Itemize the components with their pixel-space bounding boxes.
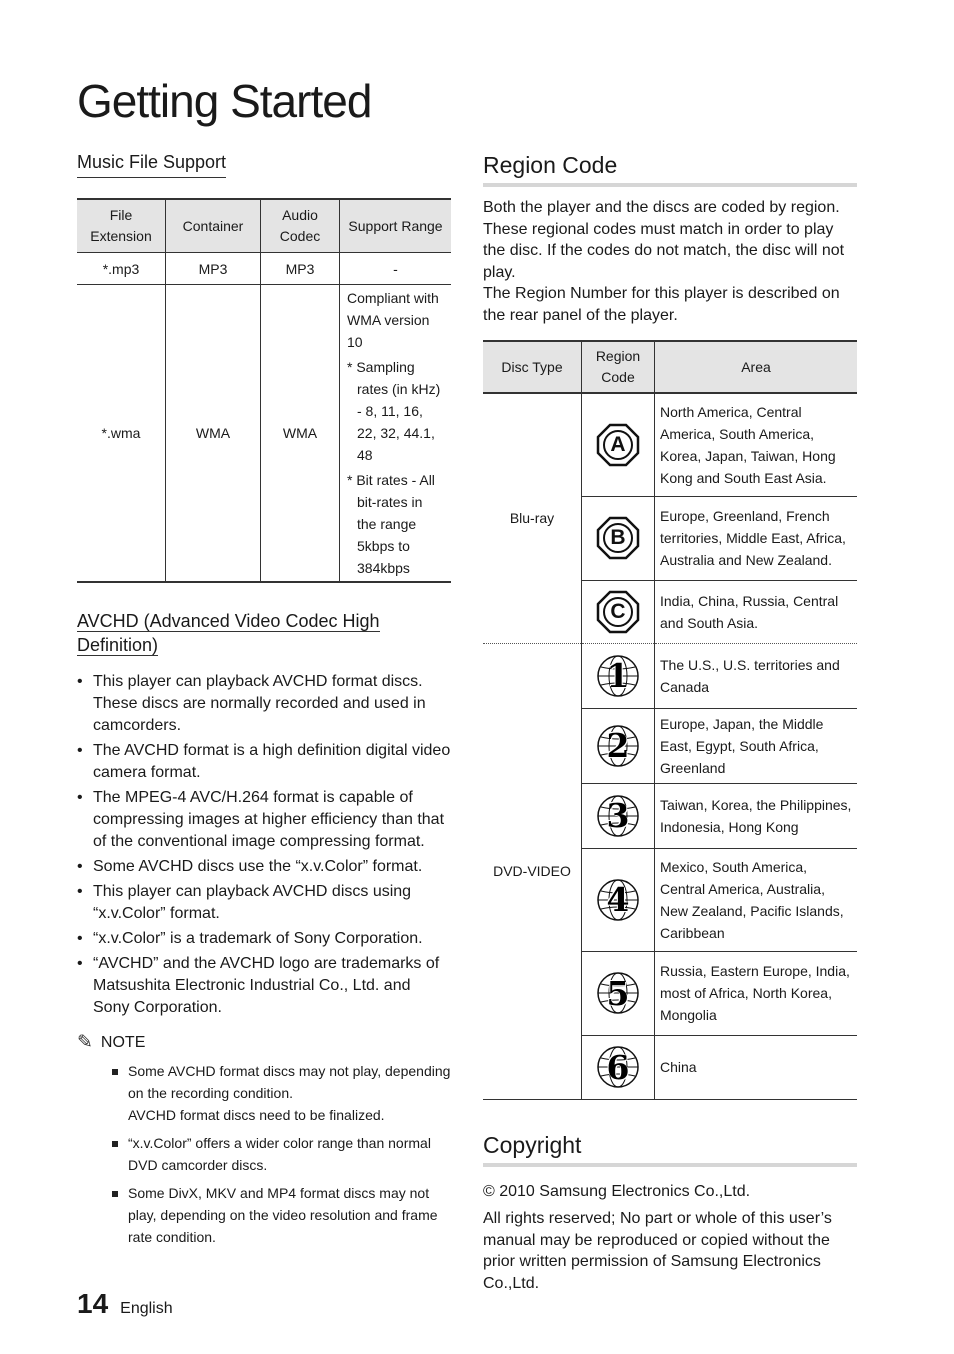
range-line: Compliant with WMA version 10: [347, 290, 439, 350]
region-intro-paragraph: Both the player and the discs are coded by region. These regional codes must match in order to play the disc. If the codes do not match, the disc will not play.: [483, 199, 845, 281]
cell-range: -: [340, 253, 452, 285]
area-cell: Russia, Eastern Europe, India, most of Africa, North Korea, Mongolia: [655, 951, 858, 1035]
region-code-cell: [582, 496, 655, 580]
list-item: • Some AVCHD discs use the “x.v.Color” format.: [77, 856, 451, 878]
header-disc-type: Disc Type: [483, 341, 582, 393]
music-file-support-table: [77, 198, 451, 583]
cell-container: WMA: [166, 285, 261, 583]
note-item: Some AVCHD format discs may not play, depending on the recording condition. AVCHD format discs need to be finalized.: [77, 1060, 451, 1126]
header-file-extension: File Extension: [77, 199, 166, 253]
table-row: [483, 393, 857, 496]
region-code-heading: Region Code: [483, 152, 857, 187]
cell-codec: MP3: [261, 253, 340, 285]
list-item: • The MPEG-4 AVC/H.264 format is capable of compressing images at higher efficiency than that of the conventional image compressing format.: [77, 787, 451, 853]
region-code-cell: [582, 708, 655, 783]
header-container: Container: [166, 199, 261, 253]
range-line: * Bit rates - All bit-rates in the range 5kbps to 384kbps: [347, 472, 435, 576]
cell-extension: *.mp3: [77, 253, 166, 285]
page-footer: [77, 1288, 173, 1320]
area-cell: Taiwan, Korea, the Philippines, Indonesia, Hong Kong: [655, 783, 858, 848]
cell-extension: *.wma: [101, 425, 141, 441]
note-item: Some DivX, MKV and MP4 format discs may not play, depending on the video resolution and frame rate condition.: [77, 1182, 451, 1248]
copyright-heading: Copyright: [483, 1132, 857, 1167]
footer-language: English: [120, 1300, 173, 1317]
table-header-row: [77, 199, 451, 253]
region-code-cell: [582, 848, 655, 951]
avchd-bullet-list: [77, 671, 451, 1019]
area-cell: India, China, Russia, Central and South Asia.: [655, 580, 858, 643]
region-c-icon: C: [596, 590, 640, 634]
table-row: [77, 285, 451, 583]
avchd-heading: AVCHD (Advanced Video Codec High Definition): [77, 611, 380, 655]
area-cell: Europe, Japan, the Middle East, Egypt, South Africa, Greenland: [655, 708, 858, 783]
list-item: • This player can playback AVCHD discs using “x.v.Color” format.: [77, 881, 451, 925]
area-cell: Europe, Greenland, French territories, Middle East, Africa, Australia and New Zealand.: [655, 496, 858, 580]
page-number: 14: [77, 1288, 109, 1319]
header-region-code: Region Code: [582, 341, 655, 393]
region-code-cell: [582, 951, 655, 1035]
range-line: * Sampling rates (in kHz) - 8, 11, 16, 22, 32, 44.1, 48: [347, 359, 441, 463]
header-audio-codec: Audio Codec: [261, 199, 340, 253]
music-file-support-heading: Music File Support: [77, 152, 226, 178]
list-item: • “x.v.Color” is a trademark of Sony Corporation.: [77, 928, 451, 950]
list-item: • “AVCHD” and the AVCHD logo are trademarks of Matsushita Electronic Industrial Co., Ltd. and Sony Corporation.: [77, 953, 451, 1019]
region-2-globe-icon: 2: [596, 724, 640, 768]
list-item: • This player can playback AVCHD format discs. These discs are normally recorded and used in camcorders.: [77, 671, 451, 737]
table-row: [77, 253, 451, 285]
cell-range: [340, 285, 452, 583]
region-a-icon: A: [596, 423, 640, 467]
area-cell: China: [655, 1035, 858, 1099]
region-intro-paragraph: The Region Number for this player is described on the rear panel of the player.: [483, 285, 840, 324]
area-cell: Mexico, South America, Central America, Australia, New Zealand, Pacific Islands, Caribbean: [655, 848, 858, 951]
region-3-globe-icon: 3: [596, 794, 640, 838]
cell-container: MP3: [166, 253, 261, 285]
list-item: • The AVCHD format is a high definition digital video camera format.: [77, 740, 451, 784]
table-header-row: [483, 341, 857, 393]
note-heading: [77, 1031, 451, 1054]
note-item: “x.v.Color” offers a wider color range than normal DVD camcorder discs.: [77, 1132, 451, 1176]
copyright-line: All rights reserved; No part or whole of this user’s manual may be reproduced or copied without the prior written permission of Samsung Electronics Co.,Ltd.: [483, 1210, 832, 1292]
region-code-cell: [582, 580, 655, 643]
region-code-cell: [582, 783, 655, 848]
header-support-range: Support Range: [340, 199, 452, 253]
region-code-cell: [582, 1035, 655, 1099]
page-title: Getting Started: [77, 75, 372, 127]
region-b-icon: B: [596, 516, 640, 560]
note-list: [77, 1060, 451, 1248]
copyright-line: © 2010 Samsung Electronics Co.,Ltd.: [483, 1182, 751, 1200]
region-6-globe-icon: 6: [596, 1045, 640, 1089]
area-cell: North America, Central America, South America, Korea, Japan, Taiwan, Hong Kong and South East Asia.: [655, 393, 858, 496]
region-code-cell: [582, 643, 655, 708]
region-5-globe-icon: 5: [596, 971, 640, 1015]
region-code-table: [483, 340, 857, 1100]
header-area: Area: [655, 341, 858, 393]
disc-type-blu-ray: Blu-ray: [483, 393, 582, 643]
disc-type-dvd-video: DVD-VIDEO: [483, 643, 582, 1099]
copyright-body: [483, 1181, 857, 1295]
table-row: [483, 643, 857, 708]
region-1-globe-icon: 1: [596, 654, 640, 698]
cell-codec: WMA: [261, 285, 340, 583]
area-cell: The U.S., U.S. territories and Canada: [655, 643, 858, 708]
region-4-globe-icon: 4: [596, 878, 640, 922]
note-label: NOTE: [100, 1033, 146, 1051]
left-column: [77, 152, 451, 1254]
region-code-cell: [582, 393, 655, 496]
right-column: [483, 152, 857, 1300]
pencil-icon: ✎: [77, 1032, 93, 1053]
